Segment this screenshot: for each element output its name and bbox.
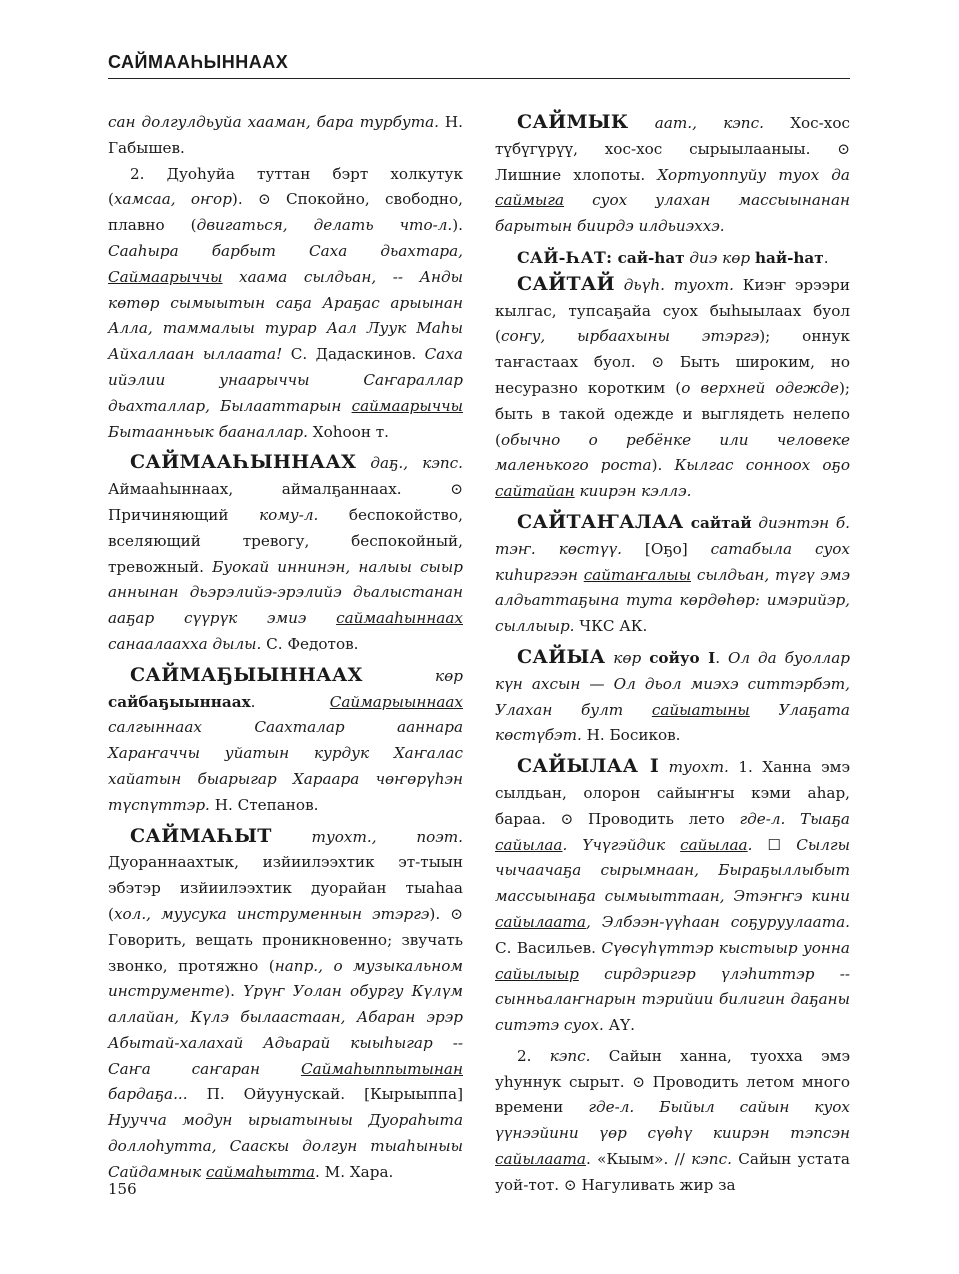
headword: САЙМААҺЫННААХ [130,451,357,474]
headword: САЙЫЛАА I [517,755,660,778]
headword: САЙМЫК [517,111,629,133]
entry-continuation: сан долгулдьуйа хааман, бара турбута. Н. Габышев. [108,113,464,157]
headword: САЙЫА [517,645,606,668]
entry-sense-2: 2. Дуоһуйа туттан бэрт холкутук (хамсаа, оҥор). ⊙ Спокойно, свободно, плавно (двигаться, делать что-л.). Сааһыра барбыт Саха дьахтара, Саймаарыччы хаама сылдьан, -- Анды көтөр сымыытын саҕа Араҕас арыынан Алла, таммалыы турар Аал Луук Маһы Айхаллаан ыллаата! С. Дадаскинов. Саха ийэлии унаарыччы Саҥараллар дьахталлар, Былааттарын саймаарыччы Бытаанньык бааналлар. Хоһоон т. [108,164,463,441]
running-header [108,52,850,79]
entry-saimahyt: САЙМАҺЫТ туохт., поэт. Дуораннаахтык, изйиилээхтик эт-тыын эбэтэр изйиилээхтик дуорайан тыаһаа (хол., муусука инструменнын этэргэ). ⊙ Говорить, вещать проникновенно; звучать звонко, протяжно (напр., о музыкальном инструменте). Үрүҥ Уолан обургу Күлүм аллайан, Күлэ былаастаан, Абаран эрэр Абытай-халахай Адьарай кыыһыгар -- Саҥа саҥаран Саймаһыппытынан бардаҕа... П. Ойуунускай. [Кырыыппа] Нууччa модун ырыатыныы Дуораһыта доллоһутта, Сааскы долгун тыаһыныы Сайдамнык саймаһытта. М. Хара. [108,824,464,1181]
entry-saimyk: САЙМЫК аат., кэпс. Хос-хос түбүгүрүү, хос-хос сырыылааныы. ⊙ Лишние хлопоты. Хортуоппуйу туох да саймыга суох улахан массыынанан барытын биирдэ илдьиэххэ. [495,111,851,236]
headword: САЙТАҤАЛАА [517,510,684,533]
entry-saimaahynnaakh: САЙМААҺЫННААХ даҕ., кэпс. Аймааһыннаах, аймалҕаннаах. ⊙ Причиняющий кому-л. беспокойство, вселяющий тревогу, беспокойный, тревожный. Буокай иннинэн, налыы сыыр аннынан дьэрэлийэ-эрэлийэ дьалыстанан ааҕар сүүрүк эмиэ саймааһыннаах санаалааххa дылы. С. Федотов. [108,451,464,653]
entry-saitai: САЙТАЙ дьүһ. туохт. Киэҥ эрээри кылгас, тупсаҕайа суох быһыылаах буол (соҥу, ырбаахыны этэргэ); оннук таҥастаах буол. ⊙ Быть широким, но несуразно коротким (о верхней одежде); быть в такой одежде и выглядеть нелепо (обычно о ребёнке или человеке маленького роста). Кылгас сонноох оҕо сайтайан киирэн кэллэ. [495,272,851,501]
entry-sai-hat: САЙ-ҺАТ: сай-һат диэ көр һай-һат. [517,247,829,267]
entry-saitangalaa: САЙТАҤАЛАА сайтай диэнтэн б. тэҥ. көстүү. [Оҕо] сатабыла суох киһиргээн сайтаҥалыы сылдьан, түгү эмэ алдьаттаҕына тута көрдөһөр: имэрийэр, сыллыыр. ЧКС АК. [495,510,851,636]
headword: САЙМАҔЫЫННААХ [130,663,363,686]
right-column [495,110,850,1199]
entry-sense-2: 2. кэпс. Сайын ханна, туохха эмэ уһуннук сырыт. ⊙ Проводить летом много времени где-л. Быйыл сайын куох үүнээйини үөр сүөһү киирэн тэпсэн сайылаата. «Кыым». // кэпс. Сайын устата уой-тот. ⊙ Нагуливать жир за [495,1046,851,1194]
entry-saiya: САЙЫА көр сойуо I. Ол да буоллар күн ахсын — Ол дьол миэхэ ситтэрбэт, Улахан булт сайыатыны Улаҕата көстүбэт. Н. Босиков. [495,645,851,745]
entry-saiylaa-1: САЙЫЛАА I туохт. 1. Ханна эмэ сылдьан, олорон сайыҥҥы кэми аһар, бараа. ⊙ Проводить лето где-л. Тыаҕа сайылаа. Үчүгэйдик сайылаа. ☐ Сылгы чычаачаҕа сырымнаан, Быраҕыллыбыт массыынаҕа сымыыттаан, Этэҥҥэ кини сайылаата, Элбээн-үүһаан соҕуруулаата. С. Васильев. Сүөсүһүттэр кыстыыр уонна сайылыыр сирдэригэр үлэһиттэр -- сынньалаҥнарын тэрийии билигин даҕаны ситэтэ суох. АҮ. [495,755,850,1035]
entry-saimaghyynnaakh: САЙМАҔЫЫННААХ көр сайбаҕыыннаах. Саймарыыннаах салгыннаах Саахталар ааннара Хараҥаччы уйатын курдук Хаҥалас хайатын быарыгар Хараара чөҥөрүһэн түспүттэр. Н. Степанов. [108,663,463,814]
headword: САЙМАҺЫТ [130,824,272,847]
headword: САЙ-ҺАТ: [517,247,613,267]
headword: САЙТАЙ [517,272,615,295]
left-column [108,110,463,1186]
running-head-title: САЙМААҺЫННААХ [108,52,289,72]
page-number: 156 [108,1180,137,1198]
